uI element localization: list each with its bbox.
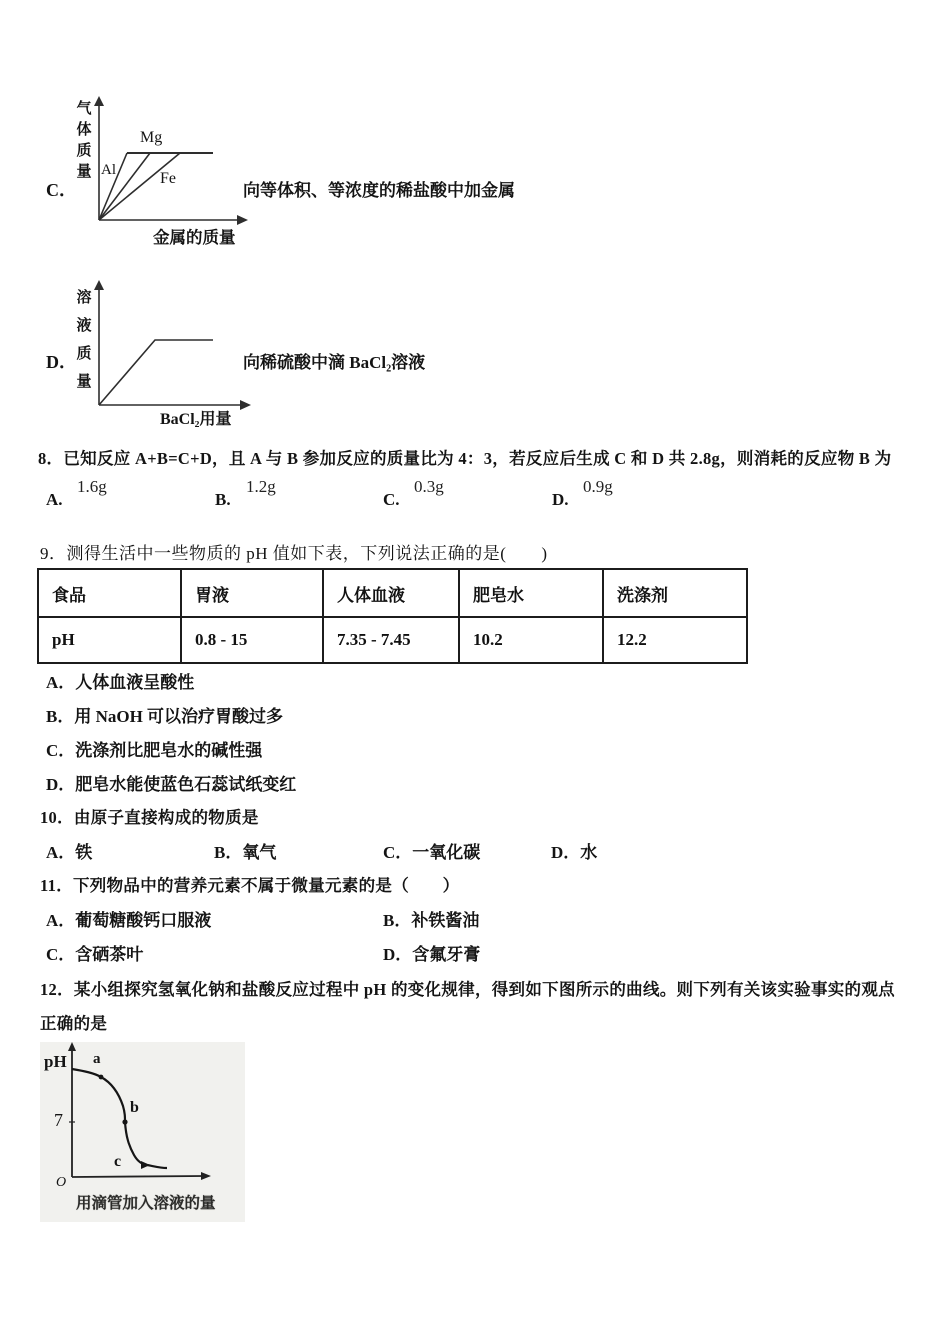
ph-table-header-cell: 洗涤剂 xyxy=(603,569,747,617)
ph-table-value-row xyxy=(38,617,747,663)
figure-c-caption: 向等体积、等浓度的稀盐酸中加金属 xyxy=(243,181,515,200)
figure-c-option-letter: C． xyxy=(46,180,77,200)
question-11-stem: 11．下列物品中的营养元素不属于微量元素的是（ ） xyxy=(40,876,460,895)
ph-table-header-cell: 食品 xyxy=(38,569,181,617)
ph-table-value-cell: 10.2 xyxy=(459,617,603,663)
q10-option-b: B．氧气 xyxy=(214,843,277,862)
q10-option-a: A．铁 xyxy=(46,843,93,862)
ph-x-arrow-icon xyxy=(201,1172,211,1180)
q8-option-b-letter: B. xyxy=(215,490,231,509)
figure-d-caption: 向稀硫酸中滴 BaCl₂溶液 xyxy=(243,353,426,372)
point-c-marker-icon xyxy=(141,1161,150,1169)
question-10-stem: 10．由原子直接构成的物质是 xyxy=(40,808,259,827)
q11-option-a: A．葡萄糖酸钙口服液 xyxy=(46,911,212,930)
q8-option-d xyxy=(552,477,682,511)
q8-option-a-value: 1.6g xyxy=(77,477,107,496)
figure-d-y-arrow-icon xyxy=(94,280,104,290)
point-b-dot xyxy=(122,1119,127,1124)
figure-c-line-label-al: Al xyxy=(101,162,116,178)
question-8-stem: 8．已知反应 A+B=C+D，且 A 与 B 参加反应的质量比为 4：3，若反应后生成 C 和 D 共 2.8g，则消耗的反应物 B 为 xyxy=(38,449,892,468)
q8-option-c xyxy=(383,477,513,511)
q9-option-a: A．人体血液呈酸性 xyxy=(46,673,195,692)
q9-option-c: C．洗涤剂比肥皂水的碱性强 xyxy=(46,741,263,760)
q8-option-c-value: 0.3g xyxy=(414,477,444,496)
figure-d-x-arrow-icon xyxy=(240,400,251,410)
ph-curve-figure xyxy=(40,1042,245,1222)
point-b-label: b xyxy=(130,1099,139,1116)
point-a-label: a xyxy=(93,1051,101,1067)
q8-option-b xyxy=(215,477,345,511)
ph-table-header-row xyxy=(38,569,747,617)
ph-table-value-cell: 7.35 - 7.45 xyxy=(323,617,459,663)
ph-y-axis-label: pH xyxy=(44,1052,67,1071)
point-c-label: c xyxy=(114,1153,122,1170)
question-12-stem-line2: 正确的是 xyxy=(40,1014,108,1033)
point-a-dot xyxy=(99,1075,104,1080)
figure-d-x-axis-label: BaCl₂用量 xyxy=(160,411,232,428)
ph-table-header-cell: 胃液 xyxy=(181,569,323,617)
figure-c-y-arrow-icon xyxy=(94,96,104,106)
q8-option-a xyxy=(46,477,176,511)
q8-option-c-letter: C. xyxy=(383,490,400,509)
q8-option-d-letter: D. xyxy=(552,490,569,509)
ph-y-arrow-icon xyxy=(68,1042,76,1051)
q11-option-c: C．含硒茶叶 xyxy=(46,945,144,964)
q9-option-d: D．肥皂水能使蓝色石蕊试纸变红 xyxy=(46,775,297,794)
ph-curve-x-axis-label: 用滴管加入溶液的量 xyxy=(76,1195,216,1212)
figure-c-line-label-fe: Fe xyxy=(160,170,176,187)
figure-c-y-axis-label: 气体质量 xyxy=(76,101,92,180)
ph-table-header-cell: 肥皂水 xyxy=(459,569,603,617)
figure-d-option-letter: D． xyxy=(46,352,77,372)
ph-tick-7-label: 7 xyxy=(54,1110,63,1130)
q8-option-d-value: 0.9g xyxy=(583,477,613,496)
question-9-stem: 9．测得生活中一些物质的 pH 值如下表，下列说法正确的是( ) xyxy=(40,544,548,563)
q9-option-b: B．用 NaOH 可以治疗胃酸过多 xyxy=(46,707,284,726)
q10-option-c: C．一氧化碳 xyxy=(383,843,481,862)
question-12-stem-line1: 12．某小组探究氢氧化钠和盐酸反应过程中 pH 的变化规律，得到如下图所示的曲线。则下列有关该实验事实的观点 xyxy=(40,980,895,999)
q10-option-d: D．水 xyxy=(551,843,598,862)
ph-table-value-cell: 0.8 - 15 xyxy=(181,617,323,663)
q8-option-b-value: 1.2g xyxy=(246,477,276,496)
ph-table xyxy=(37,568,748,664)
ph-table-header-cell: 人体血液 xyxy=(323,569,459,617)
figure-c-x-axis-label: 金属的质量 xyxy=(153,228,236,247)
q8-option-a-letter: A. xyxy=(46,490,63,509)
origin-label: O xyxy=(56,1175,67,1190)
q11-option-b: B．补铁酱油 xyxy=(383,911,480,930)
q11-option-d: D．含氟牙膏 xyxy=(383,945,481,964)
figure-d-y-axis-label: 溶液质量 xyxy=(76,290,92,390)
ph-table-value-cell: pH xyxy=(38,617,181,663)
figure-c-x-arrow-icon xyxy=(237,215,248,225)
ph-table-value-cell: 12.2 xyxy=(603,617,747,663)
figure-c-line-label-mg: Mg xyxy=(140,129,163,146)
